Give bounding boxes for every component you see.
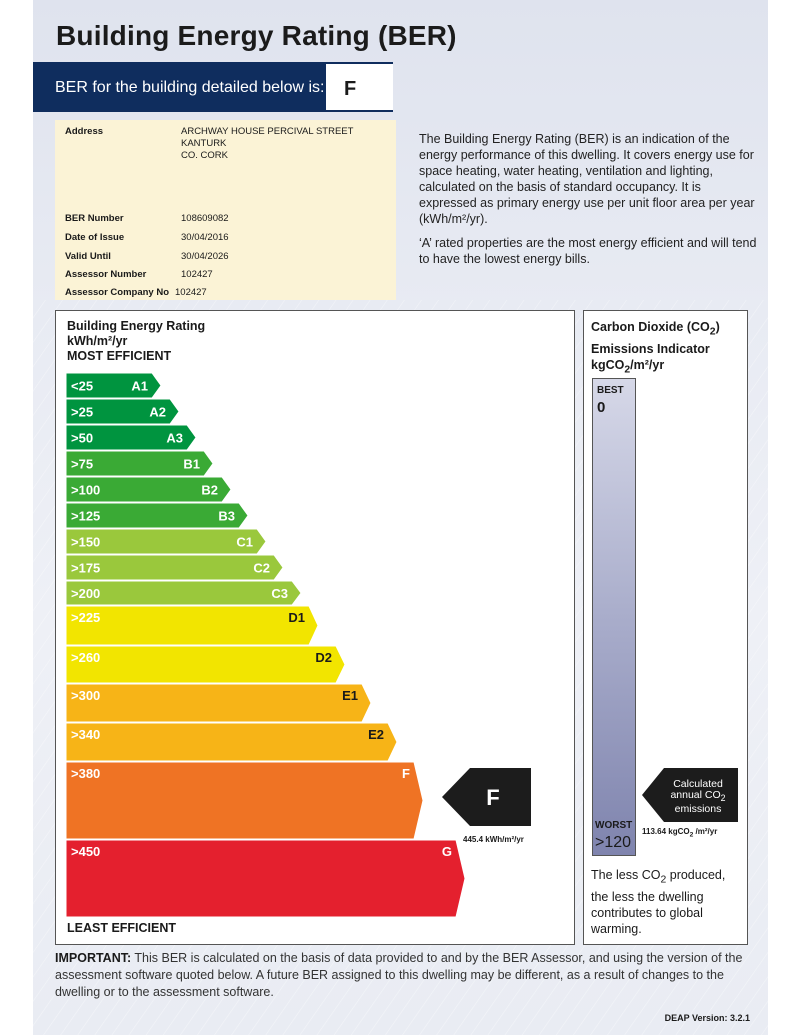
co2-note-a: The less CO: [591, 868, 661, 882]
address-line-3: CO. CORK: [181, 150, 228, 161]
ber-number-value: 108609082: [181, 213, 229, 224]
scale-unit: kWh/m²/yr: [67, 334, 128, 348]
co2-pointer-line-1: Calculated: [673, 778, 723, 790]
band-range-b1: >75: [71, 456, 94, 472]
co2-indicator: [583, 310, 748, 945]
address-line-1: ARCHWAY HOUSE PERCIVAL STREET: [181, 126, 354, 137]
co2-gradient-bar: [592, 378, 636, 856]
band-range-e2: >340: [71, 727, 101, 742]
ber-banner: [33, 62, 393, 112]
co2-max-value: >120: [595, 834, 632, 851]
intro-paragraph-1: The Building Energy Rating (BER) is an indication of the energy performance of this dwelling. It covers energy use for space heating, water heating, ventilation and lighting, calculated on the basis of standard occupancy. It is expressed as primary energy use per unit floor area per year (kWh/m²/yr).: [419, 132, 755, 226]
issue-date-value: 30/04/2016: [181, 232, 229, 243]
band-range-a1: <25: [71, 378, 94, 394]
assessor-number-value: 102427: [181, 269, 213, 280]
band-grade-c3: C3: [271, 586, 288, 601]
co2-heading: [591, 319, 720, 378]
ber-number-label: BER Number: [65, 213, 124, 224]
band-range-e1: >300: [71, 688, 101, 703]
energy-rating-scale: [55, 310, 575, 945]
band-grade-b2: B2: [201, 482, 218, 498]
co2-value: [642, 827, 717, 839]
intro-text: [419, 131, 759, 267]
important-lead: IMPORTANT:: [55, 951, 132, 965]
valid-until-value: 30/04/2026: [181, 251, 229, 262]
rating-bands: [56, 311, 576, 946]
rating-pointer-grade: F: [486, 785, 500, 810]
band-grade-a2: A2: [149, 404, 166, 420]
band-range-a3: >50: [71, 430, 94, 446]
building-details: [55, 120, 396, 300]
band-range-d1: >225: [71, 610, 101, 625]
ber-certificate: [33, 0, 768, 1035]
most-efficient-label: MOST EFFICIENT: [67, 349, 172, 363]
co2-value-a: 113.64 kgCO: [642, 827, 690, 836]
co2-best-label: BEST: [597, 385, 624, 396]
deap-version: DEAP Version: 3.2.1: [664, 1013, 750, 1023]
co2-unit-sub: 2: [624, 364, 631, 375]
band-range-c2: >175: [71, 560, 101, 576]
band-grade-b1: B1: [183, 456, 200, 472]
band-grade-c2: C2: [253, 560, 270, 576]
ber-rating-box: F: [326, 64, 393, 110]
co2-worst-label: WORST: [595, 820, 633, 831]
co2-pointer-line-3: emissions: [674, 803, 722, 816]
co2-pointer-label: [664, 779, 732, 815]
band-grade-c1: C1: [236, 534, 253, 550]
assessor-company-value: 102427: [175, 287, 207, 298]
band-grade-d2: D2: [315, 650, 332, 665]
band-e1: [66, 684, 371, 722]
band-d1: [66, 606, 318, 645]
band-grade-f: F: [402, 766, 410, 781]
band-range-g: >450: [71, 844, 101, 859]
band-f: [66, 762, 423, 839]
band-grade-b3: B3: [218, 508, 235, 524]
band-g: [66, 840, 465, 917]
band-grade-e1: E1: [342, 688, 358, 703]
band-range-b3: >125: [71, 508, 101, 524]
band-range-f: >380: [71, 766, 101, 781]
band-range-d2: >260: [71, 650, 101, 665]
band-range-c1: >150: [71, 534, 101, 550]
band-range-a2: >25: [71, 404, 94, 420]
co2-pointer-sub: 2: [720, 793, 726, 804]
co2-title-a: Carbon Dioxide (CO: [591, 320, 710, 334]
band-grade-a3: A3: [166, 430, 183, 446]
valid-until-label: Valid Until: [65, 251, 111, 262]
least-efficient-label: LEAST EFFICIENT: [67, 921, 177, 935]
co2-unit-b: /m²/yr: [630, 357, 665, 372]
co2-note-b: produced, the less the dwelling contributes to global warming.: [591, 868, 726, 936]
important-notice: [55, 950, 745, 1001]
issue-date-label: Date of Issue: [65, 232, 125, 243]
address-label: Address: [65, 126, 104, 137]
band-grade-d1: D1: [288, 610, 305, 625]
assessor-company-label: Assessor Company No: [65, 287, 170, 298]
ber-banner-label: BER for the building detailed below is:: [55, 79, 325, 96]
co2-unit-a: kgCO: [591, 357, 625, 372]
co2-value-sub: 2: [689, 831, 694, 839]
co2-title-line-2: Emissions Indicator: [591, 341, 710, 356]
band-range-b2: >100: [71, 482, 101, 498]
band-grade-a1: A1: [131, 378, 148, 394]
page-title: Building Energy Rating (BER): [56, 20, 457, 51]
rating-value: 445.4 kWh/m²/yr: [463, 835, 524, 844]
co2-value-b: /m²/yr: [693, 827, 718, 836]
co2-note-sub: 2: [660, 874, 667, 886]
band-d2: [66, 646, 345, 683]
scale-title: Building Energy Rating: [67, 319, 206, 333]
band-c3: [66, 581, 301, 605]
assessor-number-label: Assessor Number: [65, 269, 147, 280]
band-e2: [66, 723, 397, 761]
co2-pointer-line-2: annual CO: [670, 789, 721, 801]
co2-title-end: ): [715, 320, 720, 334]
band-range-c3: >200: [71, 586, 101, 601]
important-text: This BER is calculated on the basis of data provided to and by the BER Assessor, and using the version of the assessment software quoted below. A future BER assigned to this dwelling may be different, as a result of changes to the dwelling or to the assessment software.: [55, 951, 743, 999]
address-line-2: KANTURK: [181, 138, 227, 149]
band-grade-e2: E2: [368, 727, 384, 742]
band-grade-g: G: [441, 844, 452, 859]
co2-note: [591, 867, 746, 937]
co2-title-sub: 2: [709, 326, 716, 338]
co2-min-value: 0: [597, 399, 606, 416]
intro-paragraph-2: ‘A’ rated properties are the most energy efficient and will tend to have the lowest energy bills.: [419, 236, 757, 266]
